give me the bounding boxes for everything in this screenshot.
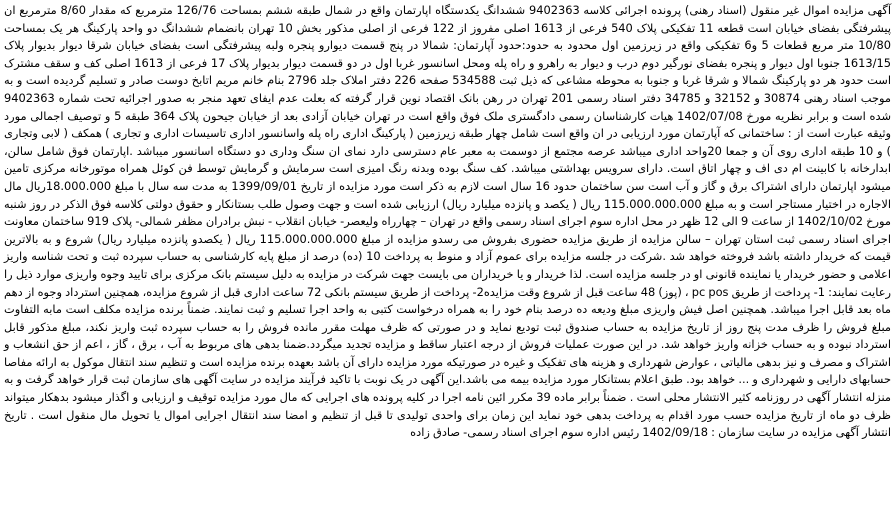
- notice-body-text: آگهی مزایده اموال غیر منقول (اسناد رهنی) پرونده اجرائی کلاسه 9402363 ششدانگ یکدستگاه اپارتمان واقع در شمال طبقه ششم بمساحت 126/76 مترمربع که مقدار 8/60 مترمربع ان پیشرفتگی بفضای خیابان است قطعه 11 تفکیکی پلاک 540 فرعی از 1613 اصلی مفروز از 122 فرعی از اصلی مذکور بخش 10 تهران بانضمام ششدانگ دو واحد پارکینگ هر یک بمساحت 10/80 متر مربع قطعات 5 و6 تفکیکی واقع در زیرزمین اول محدود به حدود:حدود آپارتمان: شمالا در پنج قسمت دیوارو پنجره ولبه پیشرفتگی است بفضای خیابان شرقا دیوار بدیوار پلاک 1613/15 جنوبا اول دیوار و پنجره بفضای نورگیر دوم درب و دیوار به راهرو و راه پله ومحل اسانسور غربا اول در دو قسمت دیوار بدیوار پلاک 17 فرعی از 1613 اصلی کف و سقف مشترک است حدود هر دو پارکینگ شمالا و شرقا غربا و جنوبا به محوطه مشاعی که ذیل ثبت 534588 صفحه 226 دفتر املاک جلد 2796 بنام خانم مریم اتابخ دوست صادر و تسلیم گردیده است و به موجب اسناد رهنی 30874 و 32152 و 34785 دفتر اسناد رسمی 201 تهران در رهن بانک اقتصاد نوین قرار گرفته که بعلت عدم ایفای تعهد منجر به صدور اجرائیه تحت شماره 9402363 شده است و برابر نظریه مورخ 1402/07/08 هیات کارشناسان رسمی دادگستری ملک فوق واقع است در تهران خیابان آزادی بعد از خیابان جیحون پلاک 364 طبقه 5 و توصیف اجمالی مورد وثیقه عبارت است از : ساختمانی که آپارتمان مورد ارزیابی در ان واقع است شامل چهار طبقه زیرزمین ( پارکینگ اداری راه پله واسانسور اداری تاسیسات اداری و تجاری ) همکف ( لابی وتجاری ) و 10 طبقه اداری روی آن و جمعا 20واحد اداری میباشد عرصه مجتمع از دوسمت به معبر عام دسترسی دارد نمای ان سنگ وداری دو دستگاه اسانسور میباشد .اپارتمان فوق شامل سالن، ابدارخانه با کابینت ام دی اف و چهار اتاق است. دارای سرویس بهداشتی میباشد. کف سنگ بوده وبدنه رنگ امیزی است سرمایش و گرمایش توسط فن کوئل همراه موتورخانه مرکزی تامین میشود اپارتمان دارای اشتراک برق و گاز و آب است سن ساختمان حدود 16 سال است لازم به ذکر است مورد مزایده از تاریخ 1399/09/01 به مدت سه سال با مبلغ 18.000.000ریال مال الاجاره در اختیار مستاجر است و به مبلغ 115.000.000.000 ریال ( یکصد و پانزده میلیارد ریال) ارزیابی شده است و جهت وصول طلب بستانکار و حقوق دولتی کلاسه فوق الذکر در روز شنبه مورخ 1402/10/02 از ساعت 9 الی 12 ظهر در محل اداره سوم اجرای اسناد رسمی واقع در تهران – چهارراه ولیعصر- خیابان انقلاب - نبش برادران مظفر شمالی- پلاک 919 ساختمان معاونت اجرای اسناد رسمی ثبت استان تهران – سالن مزایده از طریق مزایده حضوری بفروش می رسدو مزایده از مبلغ 115.000.000.000 ریال ( یکصدو پانزده میلیارد ریال) شروع و به بالاترین قیمت که خریدار داشته باشد فروخته خواهد شد .شرکت در جلسه مزایده برای عموم آزاد و منوط به پرداخت 10 (ده) درصد از مبلغ پایه کارشناسی به حساب سپرده ثبت و تحت شناسه واریز اعلامی و حضور خریدار یا نماینده قانونی او در جلسه مزایده است. لذا خریدار و یا خریداران می بایست جهت شرکت در مزایده به دلیل سیستم بانک مرکزی برای تایید وجوه واریزی موارد ذیل را رعایت نمایند: 1- پرداخت از طریق pc pos ، (پوز) 48 ساعت قبل از شروع وقت مزایده2- پرداخت از طریق سیستم بانکی 72 ساعت اداری قبل از شروع مزایده، همچنین استرداد وجوه از دهم ماه بعد قابل اجرا میباشد. همچنین اصل فیش واریزی مبلغ ودیعه ده درصد بنام خود را به همراه درخواست کتبی به واحد اجرا تسلیم و ثبت نمایند. ضمناً برنده مزایده مکلف است مابه التفاوت مبلغ فروش را ظرف مدت پنج روز از تاریخ مزایده به حساب صندوق ثبت تودیع نماید و در صورتی که ظرف مهلت مقرر مانده فروش را به حساب سپرده ثبت واریز نکند، مبلغ مذکور قابل استرداد نبوده و به حساب خزانه واریز خواهد شد. در این صورت عملیات فروش از درجه اعتبار ساقط و مزایده تجدید میگردد.ضمنا بدهی های مربوط به آب ، برق ، گاز ، اعم از حق انشعاب و اشتراک و مصرف و نیز بدهی مالیاتی ، عوارض شهرداری و هزینه های تفکیک و غیره در صورتیکه مورد مزایده دارای آن باشد بعهده برنده مزایده است و تنظیم سند انتقال موکول به ارائه مفاصا حسابهای دارایی و شهرداری و ... خواهد بود. طبق اعلام بستانکار مورد مزایده بیمه می باشد.این آگهی در یک نوبت با تاکید فرآیند مزایده در سایت آگهی های سازمان ثبت قرار خواهد گرفت و به منزله انتشار آگهی در روزنامه کثیر الانتشار محلی است . ضمناً برابر ماده 39 مکرر ائین نامه اجرا در کلیه پرونده های اجرایی که مال مورد مزایده توقیف و ارزیابی و اگذار میشود بدهکار میتواند ظرف دو ماه از تاریخ مزایده حسب مورد اقدام به پرداخت بدهی خود نماید این زمان برای واحدی تولیدی تا قبل از تنظیم و امضا سند انتقال اجرایی اموال یا تحویل مال منقول است . تاریخ انتشار آگهی مزایده در سایت سازمان : 1402/09/18 رئیس اداره سوم اجرای اسناد رسمی- صادق زاده: [4, 3, 892, 440]
